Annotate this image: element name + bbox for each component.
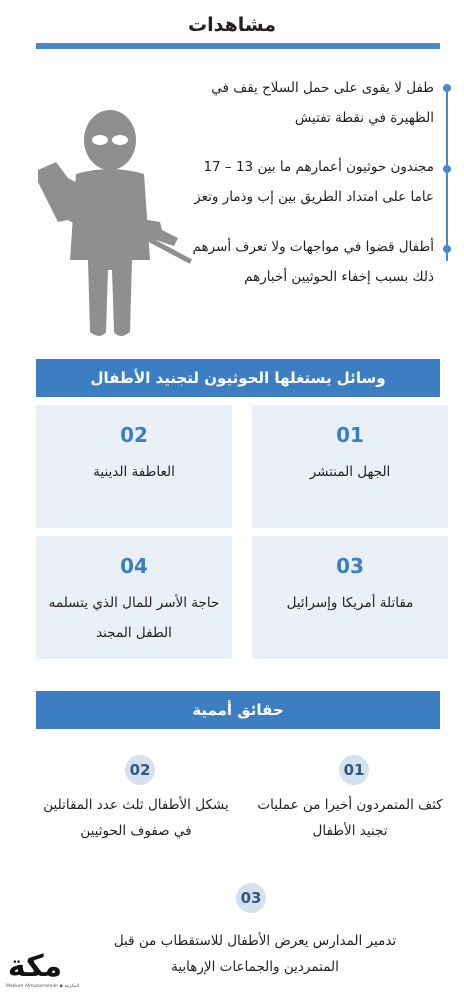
fact-3: تدمير المدارس يعرض الأطفال للاستقطاب من قبل المتمردين والجماعات الإرهابية [113, 933, 397, 975]
timeline-dot [443, 245, 451, 253]
fact-number-badge: 03 [236, 883, 266, 913]
timeline-dot [443, 165, 451, 173]
means-item-text: حاجة الأسر للمال الذي يتسلمه الطفل المجند [48, 595, 220, 641]
fact-2: يشكل الأطفال ثلث عدد المقاتلين في صفوف الحوثيين [43, 797, 229, 839]
means-item-4 [36, 536, 232, 659]
means-heading: وسائل يستغلها الحوثيون لتجنيد الأطفال [36, 359, 440, 397]
page-title: مشاهدات [188, 14, 276, 36]
observation-2: مجندون حوثيون أعمارهم ما بين 13 – 17 عاما على امتداد الطريق بين إب وذمار وتعز [194, 159, 434, 205]
observation-3: أطفال قضوا في مواجهات ولا تعرف أسرهم ذلك بسبب إخفاء الحوثيين أخبارهم [192, 239, 434, 285]
observations-timeline [446, 86, 448, 261]
armed-child-silhouette-icon [28, 110, 203, 340]
fact-number-badge: 01 [339, 755, 369, 785]
makkah-logo [6, 949, 80, 994]
timeline-dot [443, 84, 451, 92]
means-item-text: مقاتلة أمريكا وإسرائيل [286, 595, 414, 611]
means-item-number: 01 [336, 423, 364, 447]
fact-number-badge: 02 [125, 755, 155, 785]
observation-1: طفل لا يقوى على حمل السلاح يقف في الظهيرة في نقطة تفتيش [211, 80, 434, 126]
logo-name: مكة [7, 949, 63, 984]
means-item-number: 02 [120, 423, 148, 447]
means-item-2 [36, 405, 232, 528]
means-item-text: الجهل المنتشر [309, 464, 391, 480]
logo-subtitle: Makkah Almukarramah ◆ المكرمة [6, 984, 80, 989]
means-item-1 [252, 405, 448, 528]
means-item-3 [252, 536, 448, 659]
means-item-text: العاطفة الدينية [93, 464, 175, 480]
fact-1: كثف المتمردون أخيرا من عمليات تجنيد الأطفال [257, 797, 443, 839]
means-item-number: 04 [120, 554, 148, 578]
facts-heading: حقائق أممية [36, 691, 440, 729]
means-item-number: 03 [336, 554, 364, 578]
title-underline [36, 43, 440, 49]
